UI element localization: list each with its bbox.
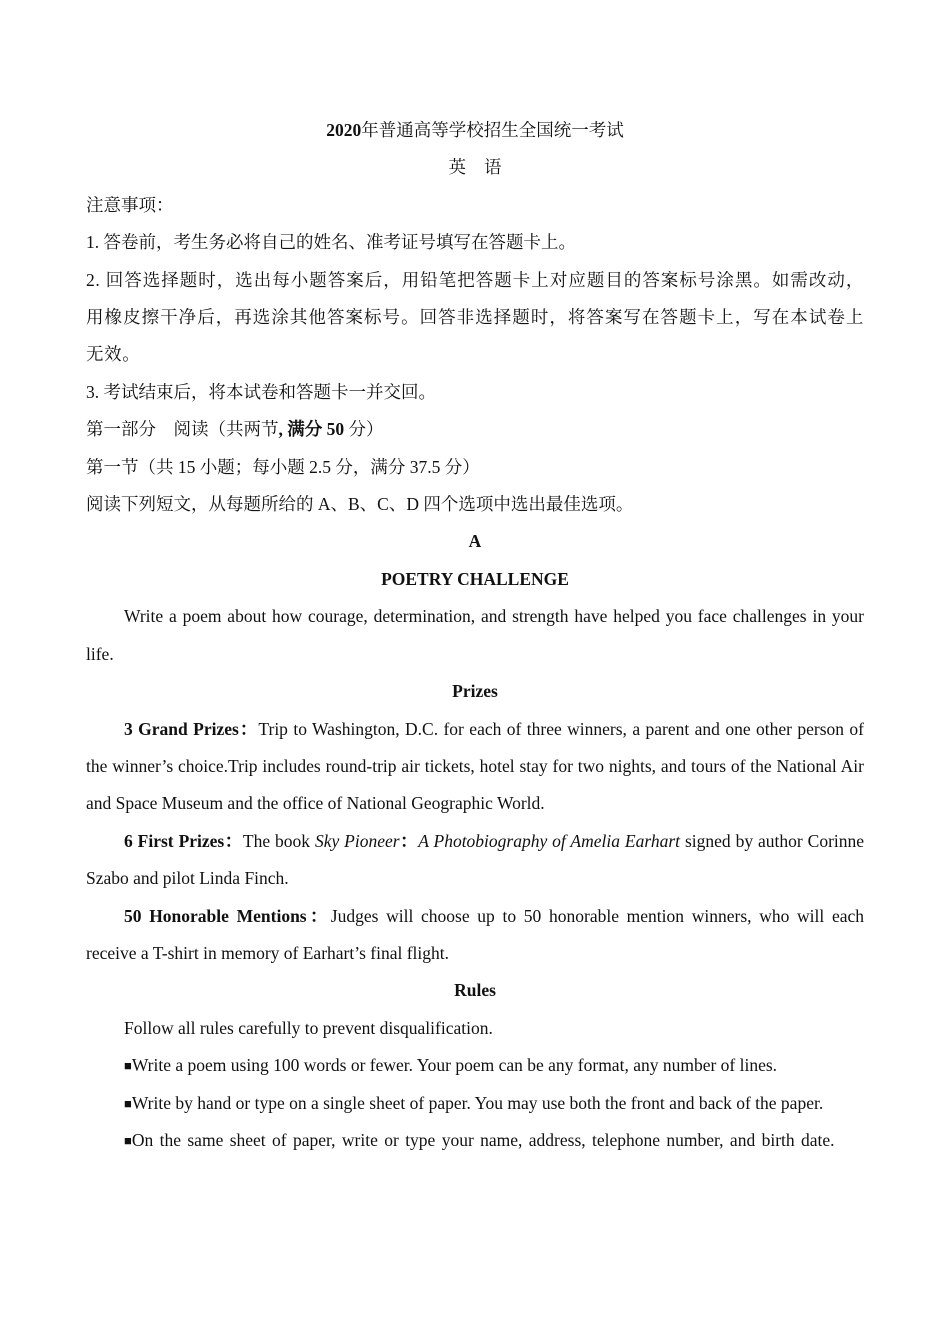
bullet-square-icon: ■	[124, 1058, 132, 1074]
first-prizes-label: 6 First Prizes	[124, 830, 225, 851]
rule-text: On the same sheet of paper, write or type your name, address, telephone number, and birth date.	[131, 1129, 835, 1150]
honorable-mentions-sep: ：	[306, 905, 331, 926]
first-prizes-paragraph	[86, 823, 864, 898]
rule-text: Write by hand or type on a single sheet of paper. You may use both the front and back of the paper.	[131, 1092, 824, 1113]
honorable-mentions-paragraph	[86, 898, 864, 973]
grand-prizes-label: 3 Grand Prizes	[124, 718, 239, 739]
prizes-heading: Prizes	[452, 681, 498, 702]
exam-title	[86, 112, 864, 149]
part-one-unit: 分）	[344, 419, 384, 440]
exam-content	[86, 112, 864, 1159]
book-title-part-b: A Photobiography of Amelia Earhart	[418, 830, 681, 851]
grand-prizes-text: Trip to Washington, D.C. for each of three winners, a parent and one other person of the winner’s choice.Trip includes round-trip air tickets, hotel stay for two nights, and tours of the National Air and Space Museum and the office of National Geographic World.	[86, 718, 865, 814]
passage-letter: A	[468, 531, 482, 552]
part-one-score: 50	[326, 419, 345, 440]
passage-title: POETRY CHALLENGE	[381, 568, 569, 589]
rules-intro: Follow all rules carefully to prevent disqualification.	[124, 1017, 493, 1038]
exam-title-text: 年普通高等学校招生全国统一考试	[361, 120, 624, 140]
first-prizes-sep: ：	[224, 830, 243, 851]
passage-intro: Write a poem about how courage, determination, and strength have helped you face challenges in your life.	[86, 606, 864, 664]
first-prizes-post: signed by author Corinne Szabo and pilot Linda Finch.	[86, 830, 865, 889]
part-one-comma: , 满分	[278, 419, 327, 440]
rule-text: Write a poem using 100 words or fewer. Your poem can be any format, any number of lines.	[131, 1055, 778, 1076]
honorable-mentions-text: Judges will choose up to 50 honorable mention winners, who will each receive a T-shirt in memory of Earhart’s final flight.	[86, 905, 864, 963]
notes-item-2: 2. 回答选择题时，选出每小题答案后，用铅笔把答题卡上对应题目的答案标号涂黑。如需改动，用橡皮擦干净后，再选涂其他答案标号。回答非选择题时，将答案写在答题卡上，写在本试卷上无效。	[86, 269, 864, 365]
reading-instruction: 阅读下列短文，从每题所给的 A、B、C、D 四个选项中选出最佳选项。	[86, 494, 634, 515]
bullet-square-icon: ■	[124, 1095, 132, 1111]
rule-item	[86, 1122, 864, 1159]
rule-item	[86, 1085, 864, 1122]
exam-subject: 英语	[448, 157, 520, 178]
grand-prizes-sep: ：	[238, 718, 259, 739]
book-title-colon: ：	[399, 830, 419, 851]
notes-heading: 注意事项：	[86, 194, 174, 215]
section-one-heading: 第一节（共 15 小题；每小题 2.5 分，满分 37.5 分）	[86, 456, 480, 477]
part-one-heading	[86, 411, 864, 448]
part-one-label: 第一部分 阅读（共两节	[86, 419, 279, 440]
notes-item-3: 3. 考试结束后，将本试卷和答题卡一并交回。	[86, 381, 436, 402]
honorable-mentions-label: 50 Honorable Mentions	[124, 905, 307, 926]
first-prizes-pre: The book	[242, 830, 315, 851]
notes-item-1: 1. 答卷前，考生务必将自己的姓名、准考证号填写在答题卡上。	[86, 232, 576, 253]
rules-heading: Rules	[454, 980, 496, 1001]
rule-item	[86, 1047, 864, 1084]
bullet-square-icon: ■	[124, 1132, 132, 1148]
grand-prizes-paragraph	[86, 711, 864, 823]
book-title-part-a: Sky Pioneer	[314, 830, 400, 851]
exam-title-year: 2020	[326, 120, 362, 140]
